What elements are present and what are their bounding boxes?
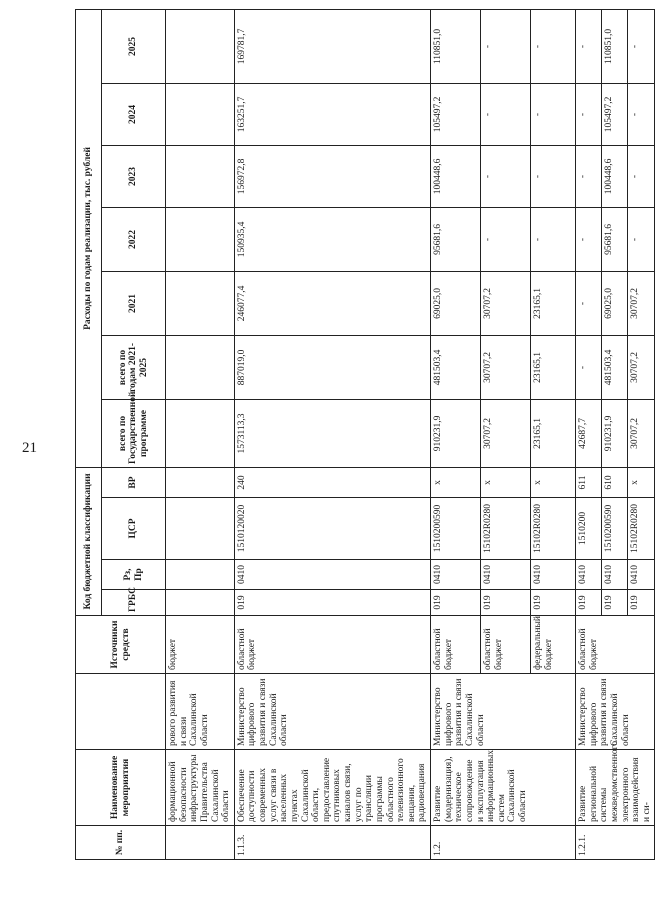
row-executor: Министерство цифрового развития и связи Сахалинской области — [576, 674, 655, 750]
row-2021: 246077,4 — [234, 271, 430, 335]
row-2022: - — [481, 207, 531, 271]
row-csr: 15102R0280 — [628, 498, 655, 560]
row-executor: Министерство цифрового развития и связи Сахалинской области — [234, 674, 430, 750]
row-vr: х — [431, 467, 481, 497]
row-2024: - — [531, 83, 576, 145]
row-grbs: 019 — [628, 590, 655, 616]
row-grbs: 019 — [481, 590, 531, 616]
header-expenses: Расходы по годам реализации, тыс. рублей — [76, 9, 102, 467]
row-total: 42687,7 — [576, 399, 602, 467]
row-vr: х — [531, 467, 576, 497]
row-rzpr: 0410 — [234, 560, 430, 590]
row-total-period: 481503,4 — [602, 335, 628, 399]
row-source: областной бюджет — [431, 616, 481, 674]
row-vr: х — [628, 467, 655, 497]
row-2021: - — [576, 271, 602, 335]
row-total: 910231,9 — [431, 399, 481, 467]
row-2023: - — [531, 145, 576, 207]
row-2025: - — [531, 9, 576, 83]
header-source: Источники средств — [76, 616, 166, 674]
row-total-period: 30707,2 — [481, 335, 531, 399]
row-csr: 15102R0280 — [531, 498, 576, 560]
row-csr: 1510200590 — [431, 498, 481, 560]
row-rzpr — [166, 560, 235, 590]
table-row — [166, 9, 235, 859]
row-vr: х — [481, 467, 531, 497]
row-csr: 1510200590 — [602, 498, 628, 560]
header-2022: 2022 — [102, 207, 166, 271]
row-2025: - — [628, 9, 655, 83]
row-name: Развитие региональной системы межведомственного электронного взаимодействия и си- — [576, 750, 655, 826]
row-name: Развитие (модернизация), техническое сопровождение и эксплуатация информационных систем Сахалинской области — [431, 750, 576, 826]
row-2025: 169781,7 — [234, 9, 430, 83]
row-rzpr: 0410 — [481, 560, 531, 590]
header-rzpr: Рз, Пр — [102, 560, 166, 590]
row-2023: - — [481, 145, 531, 207]
row-2021: 30707,2 — [628, 271, 655, 335]
row-2023: 156972,8 — [234, 145, 430, 207]
row-2023: - — [576, 145, 602, 207]
row-2023 — [166, 145, 235, 207]
row-rzpr: 0410 — [431, 560, 481, 590]
row-2023: 100448,6 — [431, 145, 481, 207]
row-total: 1573113,3 — [234, 399, 430, 467]
row-name: формационной безопасности инфраструктуры Правительства Сахалинской области — [166, 750, 235, 826]
row-total-period — [166, 335, 235, 399]
header-budget-codes: Код бюджетной классификации — [76, 467, 102, 615]
row-total: 23165,1 — [531, 399, 576, 467]
row-2021: 23165,1 — [531, 271, 576, 335]
table-row — [431, 9, 481, 859]
row-num: 1.1.3. — [234, 826, 430, 860]
header-2024: 2024 — [102, 83, 166, 145]
row-rzpr: 0410 — [628, 560, 655, 590]
row-total — [166, 399, 235, 467]
row-grbs — [166, 590, 235, 616]
row-total-period: 481503,4 — [431, 335, 481, 399]
row-2022: - — [531, 207, 576, 271]
row-2024: - — [576, 83, 602, 145]
row-grbs: 019 — [531, 590, 576, 616]
row-total-period: 887019,0 — [234, 335, 430, 399]
row-vr — [166, 467, 235, 497]
row-total-period: - — [576, 335, 602, 399]
row-2022: - — [628, 207, 655, 271]
row-name: Обеспечение доступности современных услуг связи в населенных пунктах Сахалинской области, предоставление спутниковых каналов связи, услуг по трансляции программы областного телевизионного вещания, радиовещания — [234, 750, 430, 826]
row-num — [166, 826, 235, 860]
row-vr: 611 — [576, 467, 602, 497]
row-csr: 1510120020 — [234, 498, 430, 560]
row-vr: 610 — [602, 467, 628, 497]
row-executor: Министерство цифрового развития и связи Сахалинской области — [431, 674, 576, 750]
row-2024: 105497,2 — [431, 83, 481, 145]
rotated-table-wrapper — [75, 10, 652, 860]
row-2022: 95681,6 — [602, 207, 628, 271]
page-number: 21 — [22, 440, 37, 456]
header-num: № пп. — [76, 826, 166, 860]
table-row — [234, 9, 430, 859]
row-source: областной бюджет — [234, 616, 430, 674]
row-2023: - — [628, 145, 655, 207]
row-2021: 30707,2 — [481, 271, 531, 335]
row-source: областной бюджет — [481, 616, 531, 674]
row-2025: 110851,0 — [431, 9, 481, 83]
row-2025: - — [481, 9, 531, 83]
row-2021: 69025,0 — [431, 271, 481, 335]
row-2024: - — [481, 83, 531, 145]
row-total: 30707,2 — [481, 399, 531, 467]
row-2022: - — [576, 207, 602, 271]
row-total: 30707,2 — [628, 399, 655, 467]
row-2021: 69025,0 — [602, 271, 628, 335]
header-grbs: ГРБС — [102, 590, 166, 616]
row-2025: 110851,0 — [602, 9, 628, 83]
row-csr — [166, 498, 235, 560]
row-2021 — [166, 271, 235, 335]
row-source: федеральный бюджет — [531, 616, 576, 674]
row-2022: 95681,6 — [431, 207, 481, 271]
row-num: 1.2. — [431, 826, 576, 860]
header-2021: 2021 — [102, 271, 166, 335]
header-vr: ВР — [102, 467, 166, 497]
table-row — [576, 9, 602, 859]
row-source: областной бюджет — [576, 616, 655, 674]
row-total-period: 23165,1 — [531, 335, 576, 399]
row-2024: 105497,2 — [602, 83, 628, 145]
row-rzpr: 0410 — [531, 560, 576, 590]
row-2023: 100448,6 — [602, 145, 628, 207]
header-csr: ЦСР — [102, 498, 166, 560]
row-executor: рового развития и связи Сахалинской области — [166, 674, 235, 750]
row-rzpr: 0410 — [602, 560, 628, 590]
row-num: 1.2.1. — [576, 826, 655, 860]
row-grbs: 019 — [431, 590, 481, 616]
row-2025 — [166, 9, 235, 83]
row-rzpr: 0410 — [576, 560, 602, 590]
row-csr: 1510200 — [576, 498, 602, 560]
budget-table — [75, 9, 655, 860]
row-2024 — [166, 83, 235, 145]
row-grbs: 019 — [234, 590, 430, 616]
row-csr: 15102R0280 — [481, 498, 531, 560]
header-total-gp: всего по Государственной программе — [102, 399, 166, 467]
row-grbs: 019 — [576, 590, 602, 616]
row-2022: 150935,4 — [234, 207, 430, 271]
header-executor — [76, 674, 166, 750]
header-total-period: всего по годам 2021-2025 — [102, 335, 166, 399]
row-source: бюджет — [166, 616, 235, 674]
header-name: Наименование мероприятия — [76, 750, 166, 826]
row-total: 910231,9 — [602, 399, 628, 467]
row-2024: 163251,7 — [234, 83, 430, 145]
row-2022 — [166, 207, 235, 271]
row-vr: 240 — [234, 467, 430, 497]
header-2023: 2023 — [102, 145, 166, 207]
row-2025: - — [576, 9, 602, 83]
header-2025: 2025 — [102, 9, 166, 83]
row-grbs: 019 — [602, 590, 628, 616]
row-total-period: 30707,2 — [628, 335, 655, 399]
row-2024: - — [628, 83, 655, 145]
